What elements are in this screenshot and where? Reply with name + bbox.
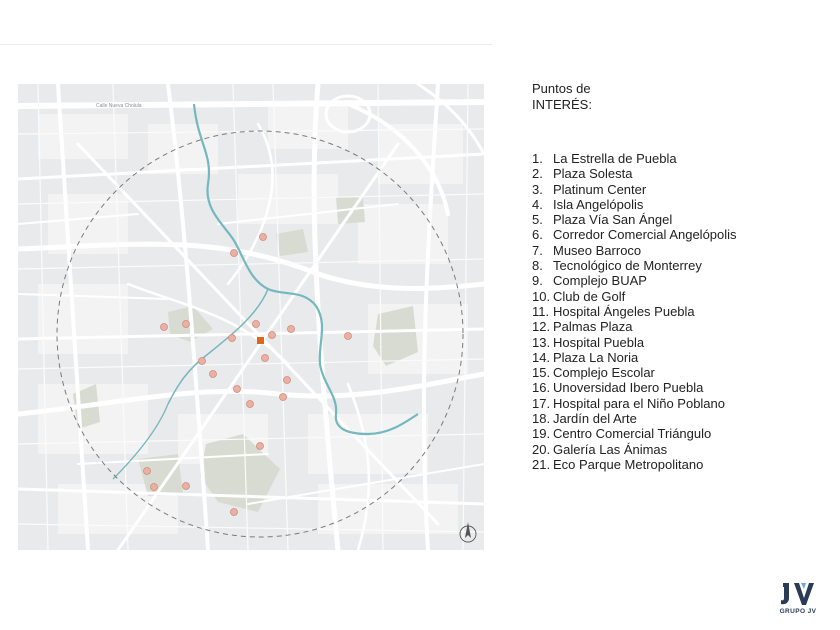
poi-number: 13.: [532, 334, 551, 350]
poi-name: Complejo Escolar: [553, 365, 655, 381]
poi-number: 4.: [532, 196, 543, 212]
poi-name: Unoversidad Ibero Puebla: [553, 380, 704, 396]
poi-marker[interactable]: [284, 377, 291, 384]
poi-number: 6.: [532, 227, 543, 243]
poi-marker[interactable]: [161, 324, 168, 331]
poi-number: 19.: [532, 426, 551, 442]
poi-marker[interactable]: [183, 321, 190, 328]
poi-name: La Estrella de Puebla: [553, 151, 677, 166]
poi-marker[interactable]: [260, 234, 267, 241]
poi-marker[interactable]: [288, 326, 295, 333]
site-marker[interactable]: [257, 337, 264, 344]
map-canvas: [18, 84, 484, 550]
poi-name: Museo Barroco: [553, 242, 642, 258]
poi-marker[interactable]: [247, 401, 254, 408]
poi-number: 2.: [532, 166, 543, 182]
poi-item-4: [532, 197, 737, 212]
poi-marker[interactable]: [231, 509, 238, 516]
poi-item-19: [532, 426, 737, 441]
poi-item-1: [532, 151, 737, 166]
poi-heading: [532, 81, 592, 113]
poi-item-5: [532, 212, 737, 227]
poi-number: 8.: [532, 258, 543, 274]
poi-marker[interactable]: [199, 358, 206, 365]
poi-name: Isla Angelópolis: [553, 196, 644, 212]
poi-name: Jardín del Arte: [553, 411, 637, 427]
poi-marker[interactable]: [210, 371, 217, 378]
poi-number: 9.: [532, 273, 543, 289]
poi-number: 12.: [532, 319, 551, 335]
poi-item-12: [532, 319, 737, 334]
poi-marker[interactable]: [231, 250, 238, 257]
poi-name: Tecnológico de Monterrey: [553, 258, 702, 274]
poi-item-13: [532, 335, 737, 350]
top-divider: [0, 44, 492, 45]
poi-item-14: [532, 350, 737, 365]
poi-number: 20.: [532, 441, 551, 457]
poi-name: Palmas Plaza: [553, 319, 633, 335]
poi-name: Plaza Vía San Ángel: [553, 212, 673, 228]
poi-item-6: [532, 227, 737, 242]
poi-list: [532, 151, 737, 472]
poi-name: Galería Las Ánimas: [553, 441, 668, 457]
poi-marker[interactable]: [345, 333, 352, 340]
location-map[interactable]: [18, 84, 484, 550]
poi-heading-line1: Puntos de: [532, 81, 591, 96]
poi-name: Centro Comercial Triángulo: [553, 426, 712, 442]
poi-name: Platinum Center: [553, 181, 647, 197]
poi-name: Corredor Comercial Angelópolis: [553, 227, 737, 243]
poi-name: Club de Golf: [553, 288, 626, 304]
poi-number: 17.: [532, 395, 551, 411]
poi-number: 16.: [532, 380, 551, 396]
poi-name: Hospital Puebla: [553, 334, 645, 350]
poi-number: 7.: [532, 242, 543, 258]
poi-name: Complejo BUAP: [553, 273, 647, 289]
poi-item-2: [532, 166, 737, 181]
poi-number: 1.: [532, 151, 543, 166]
poi-name: Plaza La Noria: [553, 349, 639, 365]
poi-number: 18.: [532, 411, 551, 427]
poi-item-8: [532, 258, 737, 273]
poi-marker[interactable]: [262, 355, 269, 362]
poi-number: 21.: [532, 456, 551, 472]
poi-name: Hospital Ángeles Puebla: [553, 303, 695, 319]
poi-item-15: [532, 365, 737, 380]
poi-item-20: [532, 442, 737, 457]
poi-marker[interactable]: [280, 394, 287, 401]
poi-marker[interactable]: [257, 443, 264, 450]
poi-marker[interactable]: [144, 468, 151, 475]
poi-item-9: [532, 273, 737, 288]
poi-item-17: [532, 396, 737, 411]
poi-item-3: [532, 182, 737, 197]
poi-item-21: [532, 457, 737, 472]
poi-number: 5.: [532, 212, 543, 228]
poi-item-16: [532, 380, 737, 395]
poi-heading-line2: INTERÉS:: [532, 97, 592, 112]
poi-name: Plaza Solesta: [553, 166, 633, 182]
poi-marker[interactable]: [229, 335, 236, 342]
poi-item-7: [532, 243, 737, 258]
poi-marker[interactable]: [269, 332, 276, 339]
poi-number: 11.: [532, 303, 550, 319]
brand-logo: [778, 581, 818, 617]
poi-number: 3.: [532, 181, 543, 197]
poi-name: Eco Parque Metropolitano: [553, 456, 704, 472]
poi-name: Hospital para el Niño Poblano: [553, 395, 725, 411]
poi-marker[interactable]: [183, 483, 190, 490]
poi-marker[interactable]: [234, 386, 241, 393]
poi-number: 14.: [532, 349, 551, 365]
river-branch: [168, 289, 268, 404]
poi-marker[interactable]: [253, 321, 260, 328]
poi-number: 10.: [532, 288, 551, 304]
poi-item-11: [532, 304, 737, 319]
poi-marker[interactable]: [151, 484, 158, 491]
brand-name: GRUPO JV: [779, 608, 817, 615]
jv-monogram-icon: [780, 581, 816, 607]
street-label: Calle Nueva Cholula: [96, 103, 142, 109]
poi-number: 15.: [532, 365, 551, 381]
poi-item-18: [532, 411, 737, 426]
poi-item-10: [532, 289, 737, 304]
